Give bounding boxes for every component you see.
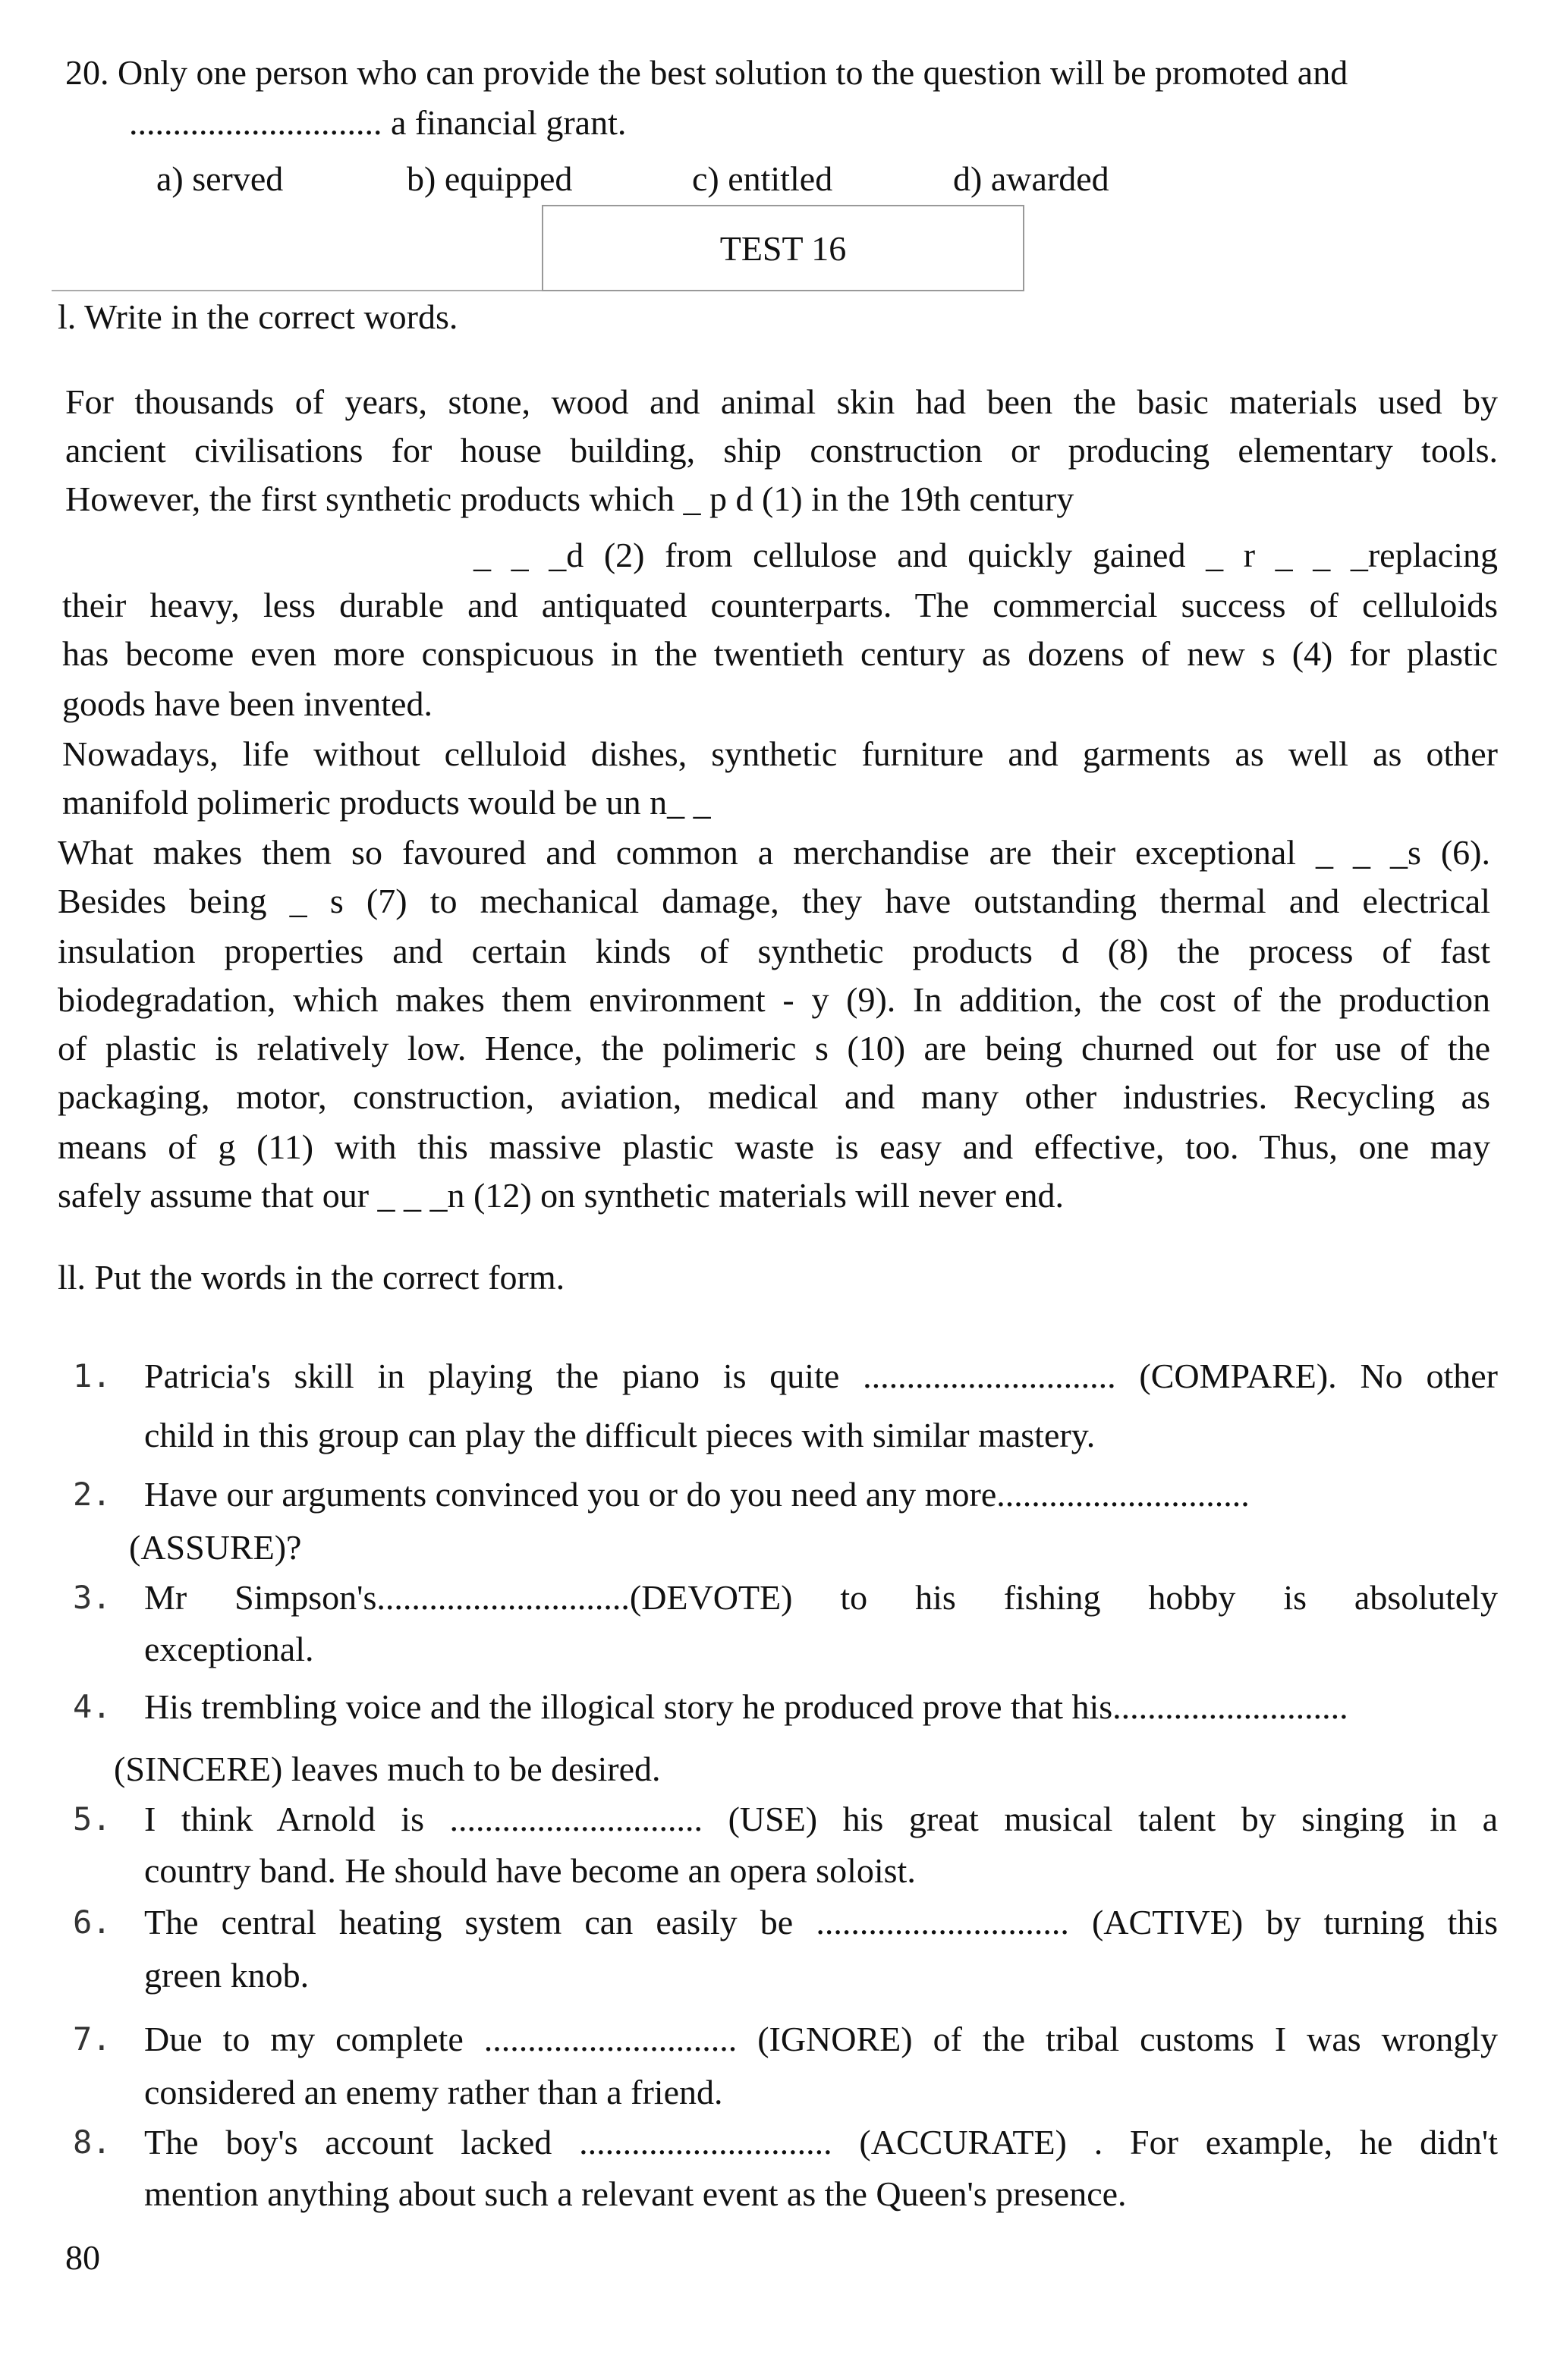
section-2-heading: ll. Put the words in the correct form. (58, 1258, 565, 1297)
item-number: 5. (73, 1800, 112, 1838)
passage-line: What makes them so favoured and common a merchandise are their exceptional _ _ _s (6). (58, 833, 1490, 872)
passage-line: safely assume that our _ _ _n (12) on synthetic materials will never end. (58, 1176, 1064, 1215)
passage-line: _ _ _d (2) from cellulose and quickly gained _ r _ _ _replacing (473, 536, 1498, 574)
exercise-item-line: Due to my complete ............................. (IGNORE) of the tribal customs I was wrongly (144, 2020, 1498, 2058)
exercise-item-line: Mr Simpson's.............................(DEVOTE) to his fishing hobby is absolutely (144, 1578, 1498, 1617)
section-1-heading: l. Write in the correct words. (58, 297, 458, 336)
item-number: 1. (73, 1357, 112, 1394)
test-title: TEST 16 (719, 229, 847, 268)
item-number: 4. (73, 1688, 112, 1725)
exercise-item-line: child in this group can play the difficult pieces with similar mastery. (144, 1416, 1096, 1454)
exercise-item-line: green knob. (144, 1956, 310, 1995)
passage-line: Besides being _ s (7) to mechanical damage, they have outstanding thermal and electrical (58, 882, 1490, 920)
passage-line: biodegradation, which makes them environment - y (9). In addition, the cost of the production (58, 980, 1490, 1019)
exercise-item-line: considered an enemy rather than a friend. (144, 2073, 723, 2111)
passage-line: of plastic is relatively low. Hence, the polimeric s (10) are being churned out for use of the (58, 1029, 1490, 1067)
passage-line: ancient civilisations for house building, ship construction or producing elementary tools. (65, 431, 1498, 470)
item-number: 3. (73, 1579, 112, 1616)
exercise-item-line: His trembling voice and the illogical story he produced prove that his........................... (144, 1687, 1348, 1726)
option-b: b) equipped (407, 159, 573, 198)
item-number: 8. (73, 2124, 112, 2161)
question-20-line-2: ............................. a financial grant. (129, 103, 627, 142)
exercise-item-line: (SINCERE) leaves much to be desired. (114, 1750, 661, 1788)
passage-line: For thousands of years, stone, wood and animal skin had been the basic materials used by (65, 382, 1498, 421)
exercise-item-line: mention anything about such a relevant event as the Queen's presence. (144, 2174, 1127, 2213)
exercise-item-line: Patricia's skill in playing the piano is quite ............................. (COMPARE). No other (144, 1357, 1498, 1395)
item-number: 6. (73, 1904, 112, 1941)
passage-line: Nowadays, life without celluloid dishes, synthetic furniture and garments as well as other (62, 734, 1498, 773)
passage-line: has become even more conspicuous in the twentieth century as dozens of new s (4) for plastic (62, 634, 1498, 673)
item-number: 7. (73, 2020, 112, 2058)
exercise-item-line: country band. He should have become an opera soloist. (144, 1851, 916, 1890)
passage-line: insulation properties and certain kinds of synthetic products d (8) the process of fast (58, 932, 1490, 970)
option-d: d) awarded (953, 159, 1109, 198)
exercise-item-line: Have our arguments convinced you or do you need any more............................. (144, 1475, 1250, 1514)
exercise-item-line: The central heating system can easily be ............................. (ACTIVE) by turning this (144, 1903, 1498, 1941)
page-number: 80 (65, 2238, 100, 2277)
question-20-line-1: 20. Only one person who can provide the best solution to the question will be promoted and (65, 53, 1348, 92)
option-a: a) served (156, 159, 284, 198)
exercise-item-line: I think Arnold is ............................. (USE) his great musical talent by singing in a (144, 1800, 1498, 1838)
passage-line: However, the first synthetic products which _ p d (1) in the 19th century (65, 479, 1074, 518)
passage-line: manifold polimeric products would be un n_ _ (62, 783, 711, 822)
passage-line: means of g (11) with this massive plastic waste is easy and effective, too. Thus, one may (58, 1127, 1490, 1166)
item-number: 2. (73, 1476, 112, 1513)
exercise-item-line: exceptional. (144, 1630, 314, 1668)
exercise-item-line: The boy's account lacked ............................. (ACCURATE) . For example, he didn't (144, 2123, 1498, 2161)
passage-line: goods have been invented. (62, 684, 433, 723)
passage-line: their heavy, less durable and antiquated counterparts. The commercial success of celluloids (62, 586, 1498, 624)
passage-line: packaging, motor, construction, aviation, medical and many other industries. Recycling as (58, 1077, 1490, 1116)
option-c: c) entitled (692, 159, 833, 198)
test-title-box (542, 205, 1024, 291)
exercise-item-line: (ASSURE)? (129, 1528, 302, 1567)
